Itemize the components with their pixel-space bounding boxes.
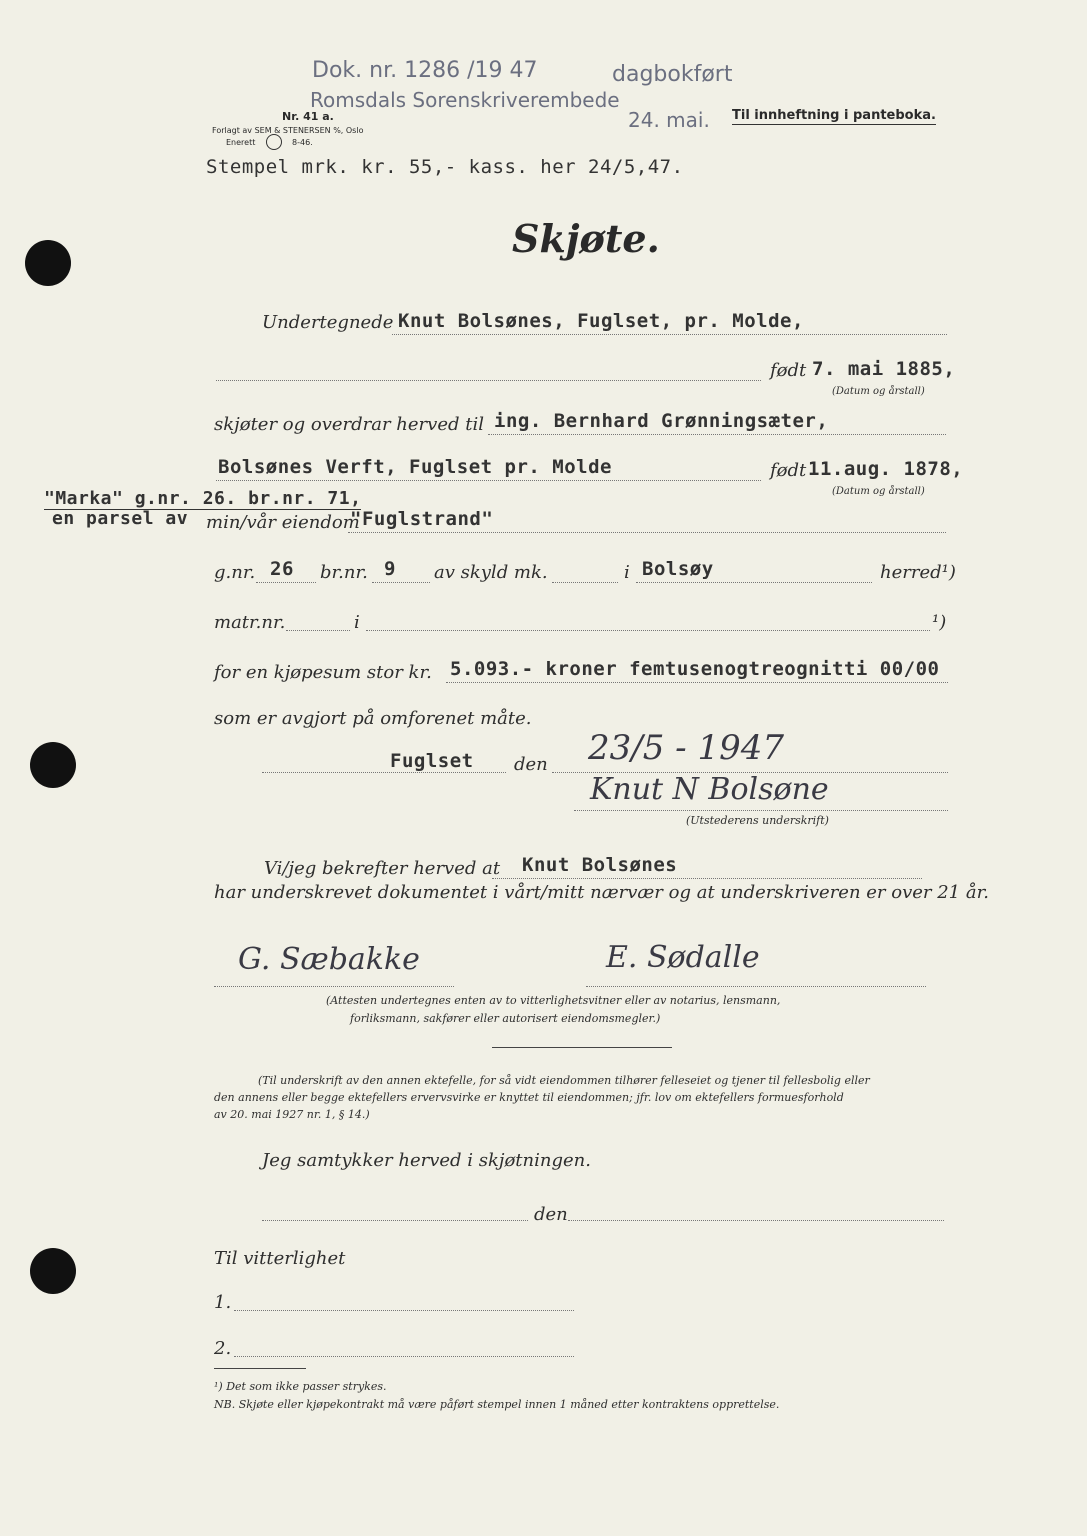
seller-born-label: født <box>770 360 807 381</box>
witness-sig-dotline-1 <box>214 986 454 987</box>
witness-prefix: Vi/jeg bekrefter herved at <box>264 858 501 879</box>
seller-label: Undertegnede <box>262 312 394 333</box>
gnr-value: 26 <box>270 558 294 580</box>
gnr-label: g.nr. <box>214 562 256 583</box>
publisher-enerett: Enerett <box>226 138 256 147</box>
witness-signature-1: G. Sæbakke <box>238 942 420 977</box>
brnr-label: br.nr. <box>320 562 368 583</box>
section-divider <box>492 1047 672 1048</box>
witness-note-2: forliksmann, sakfører eller autorisert eiendomsmegler.) <box>350 1012 661 1025</box>
consent-den-label: den <box>534 1204 568 1225</box>
buyer-born-hint: (Datum og årstall) <box>832 486 925 497</box>
place-dotline <box>262 772 506 773</box>
herred-value: Bolsøy <box>642 558 714 580</box>
witness-line2: har underskrevet dokumentet i vårt/mitt nærvær og at underskriveren er over 21 år. <box>214 882 989 903</box>
buyer-born-value: 11.aug. 1878, <box>808 458 964 480</box>
publisher-logo <box>266 134 282 150</box>
issuer-signature: Knut N Bolsøne <box>590 772 829 807</box>
vitterlighet-label: Til vitterlighet <box>214 1248 346 1269</box>
witness-signature-2: E. Sødalle <box>606 940 760 975</box>
dagbokfort-stamp: dagbokført <box>612 62 733 87</box>
place-den-label: den <box>514 754 548 775</box>
gnr-dotline <box>256 582 316 583</box>
property-margin-note: "Marka" g.nr. 26. br.nr. 71, <box>44 488 362 509</box>
stamp-duty-line: Stempel mrk. kr. 55,- kass. her 24/5,47. <box>206 156 684 178</box>
witness-dotline <box>492 878 922 879</box>
buyer-born-label: født <box>770 460 807 481</box>
seller-born-hint: (Datum og årstall) <box>832 386 925 397</box>
eiendom-dotline <box>348 532 946 533</box>
dok-stamp: Dok. nr. 1286 /19 47 <box>312 58 538 83</box>
vitterlighet-item-1: 1. <box>214 1292 232 1313</box>
matr-i-label: i <box>354 612 360 633</box>
punch-hole-bottom <box>30 1248 76 1294</box>
date-handwritten: 23/5 - 1947 <box>588 728 784 768</box>
eiendom-label: min/vår eiendom <box>206 512 360 533</box>
vitterlighet-dotline-1 <box>234 1310 574 1311</box>
witness-sig-dotline-2 <box>586 986 926 987</box>
spouse-note-3: av 20. mai 1927 nr. 1, § 14.) <box>214 1108 370 1121</box>
buyer-address-dotline <box>216 480 761 481</box>
spouse-note-1: (Til underskrift av den annen ektefelle, for så vidt eiendommen tilhører felleseiet og tjener til fellesbolig eller <box>258 1074 870 1087</box>
seller-born-value: 7. mai 1885, <box>812 358 956 380</box>
footnote-1: ¹) Det som ikke passer strykes. <box>214 1380 387 1393</box>
price-dotline <box>446 682 948 683</box>
matr-label: matr.nr. <box>214 612 286 633</box>
vitterlighet-item-2: 2. <box>214 1338 232 1359</box>
place-value: Fuglset <box>390 750 474 772</box>
punch-hole-middle <box>30 742 76 788</box>
price-settled: som er avgjort på omforenet måte. <box>214 708 532 729</box>
form-number: Nr. 41 a. <box>282 110 334 123</box>
page-title: Skjøte. <box>512 216 660 261</box>
brnr-dotline <box>372 582 430 583</box>
skyld-label: av skyld mk. <box>434 562 548 583</box>
publisher-code: 8-46. <box>292 138 313 147</box>
matr-i-dotline <box>366 630 930 631</box>
punch-hole-top <box>25 240 71 286</box>
office-stamp: Romsdals Sorenskriverembede <box>310 88 620 112</box>
herred-i-label: i <box>624 562 630 583</box>
price-value: 5.093.- kroner femtusenogtreognitti 00/00 <box>450 658 940 680</box>
brnr-value: 9 <box>384 558 396 580</box>
issuer-dotline <box>574 810 948 811</box>
eiendom-name: "Fuglstrand" <box>350 508 494 530</box>
buyer-address: Bolsønes Verft, Fuglset pr. Molde <box>218 456 612 478</box>
skyld-dotline <box>552 582 618 583</box>
herred-dotline <box>636 582 872 583</box>
price-label: for en kjøpesum stor kr. <box>214 662 432 683</box>
consent-dotline-1 <box>262 1220 528 1221</box>
buyer-dotline <box>488 434 946 435</box>
seller-dotline <box>392 334 947 335</box>
consent-dotline-2 <box>568 1220 944 1221</box>
witness-note-1: (Attesten undertegnes enten av to vitterlighetsvitner eller av notarius, lensmann, <box>326 994 781 1007</box>
issuer-label: (Utstederens underskrift) <box>686 814 829 827</box>
consent-text: Jeg samtykker herved i skjøtningen. <box>262 1150 591 1171</box>
spouse-note-2: den annens eller begge ektefellers ervervsvirke er knyttet til eiendommen; jfr. lov om ektefellers formuesforhold <box>214 1091 844 1104</box>
matr-dotline <box>286 630 350 631</box>
footnote-divider <box>214 1368 306 1369</box>
top-right-note: Til innheftning i panteboka. <box>732 108 936 123</box>
matr-end: ¹) <box>932 612 947 633</box>
buyer-intro: skjøter og overdrar herved til <box>214 414 484 435</box>
witness-name: Knut Bolsønes <box>522 854 678 876</box>
seller-value: Knut Bolsønes, Fuglset, pr. Molde, <box>398 310 804 332</box>
buyer-name: ing. Bernhard Grønningsæter, <box>494 410 829 432</box>
parcel-prefix: en parsel av <box>52 508 189 529</box>
seller-dotline-2 <box>216 380 761 381</box>
footnote-nb: NB. Skjøte eller kjøpekontrakt må være påført stempel innen 1 måned etter kontraktens opprettelse. <box>214 1398 780 1411</box>
stamp-date: 24. mai. <box>628 108 710 132</box>
publisher-line: Forlagt av SEM & STENERSEN %, Oslo <box>212 126 364 135</box>
vitterlighet-dotline-2 <box>234 1356 574 1357</box>
herred-label: herred¹) <box>880 562 956 583</box>
